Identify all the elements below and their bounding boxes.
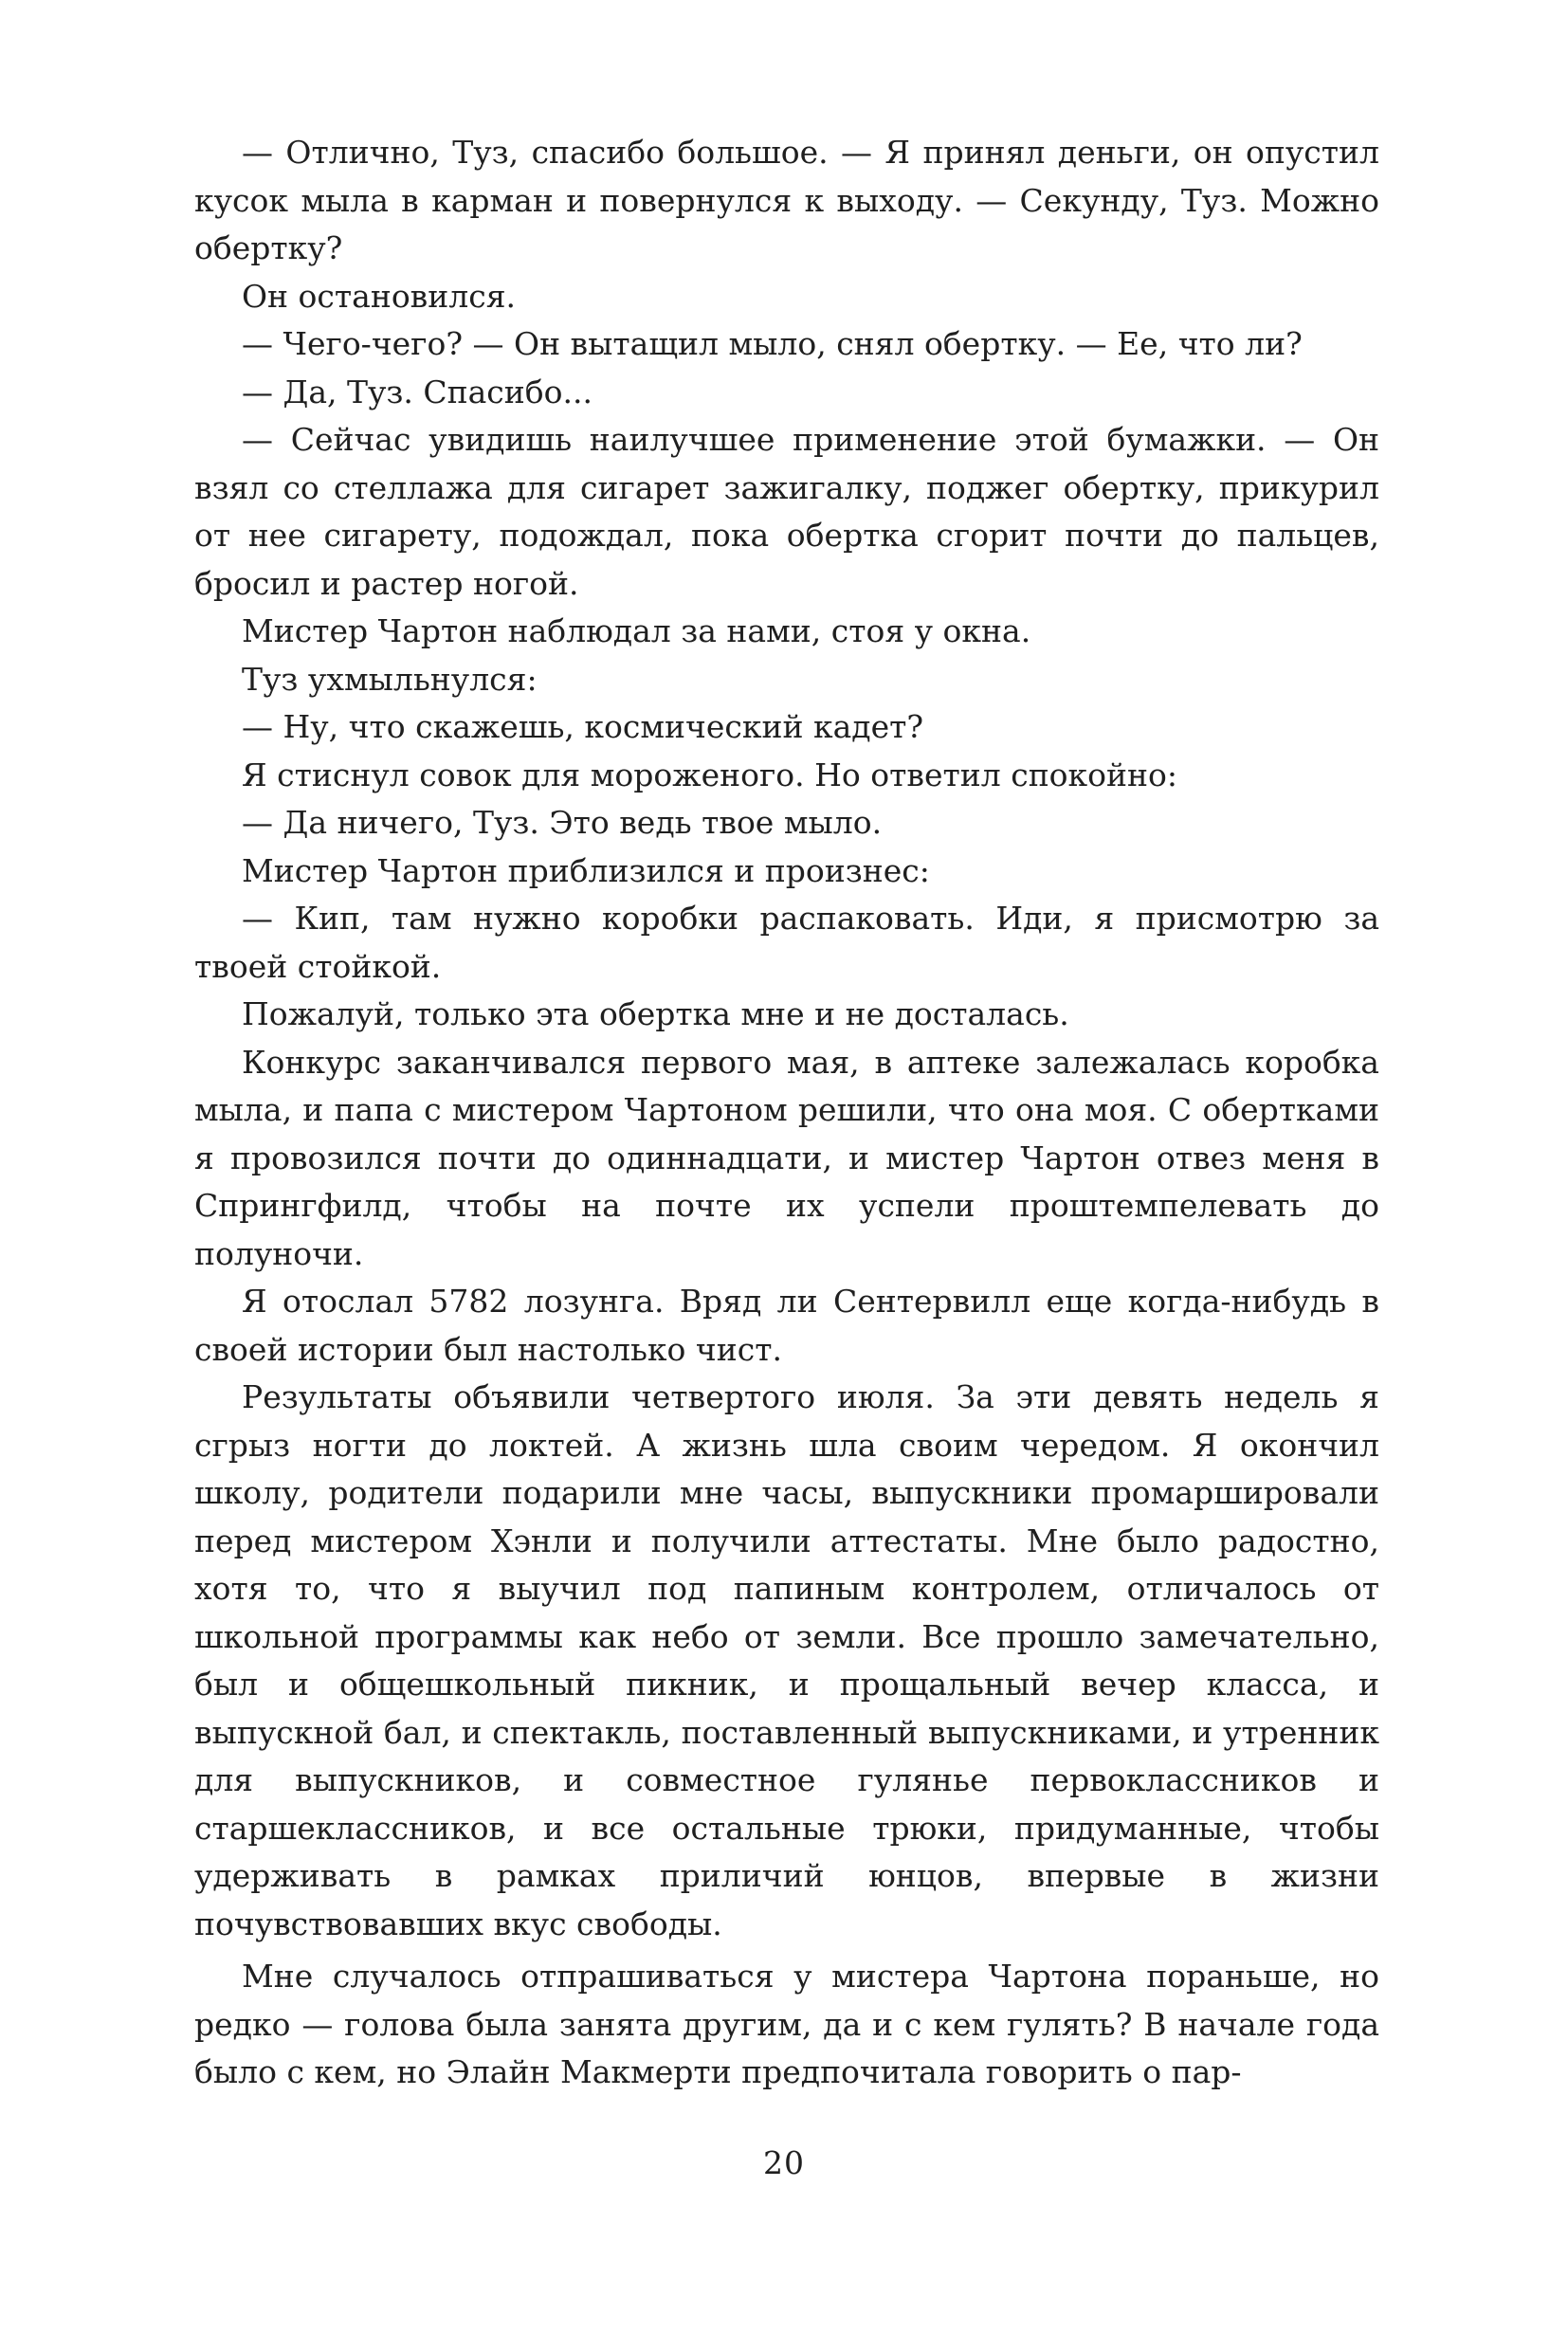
page-number: 20 <box>763 2144 805 2181</box>
paragraph: — Да, Туз. Спасибо... <box>242 373 593 410</box>
paragraph: — Ну, что скажешь, космический кадет? <box>242 708 924 745</box>
paragraph: Я стиснул совок для мороженого. Но ответил спокойно: <box>242 756 1178 793</box>
paragraph: Мне случалось отпрашиваться у мистера Чартона пораньше, но редко — голова была занята другим, да и с кем гулять? В начале года было с кем, но Элайн Макмерти предпочитала говорить о пар- <box>194 1958 1379 2090</box>
paragraph: Результаты объявили четвертого июля. За эти девять недель я сгрыз ногти до локтей. А жизнь шла своим чередом. Я окончил школу, родители подарили мне часы, выпускники промаршировали перед мистером Хэнли и получили аттестаты. Мне было радостно, хотя то, что я выучил под папиным контролем, отличалось от школьной программы как небо от земли. Все прошло замечательно, был и общешкольный пикник, и прощальный вечер класса, и выпускной бал, и спектакль, поставленный выпускниками, и утренник для выпускников, и совместное гулянье первоклассников и старшеклассников, и все остальные трюки, придуманные, чтобы удерживать в рамках приличий юнцов, впервые в жизни почувствовавших вкус свободы. <box>194 1378 1379 1942</box>
paragraph: — Да ничего, Туз. Это ведь твое мыло. <box>242 804 883 841</box>
paragraph: Я отослал 5782 лозунга. Вряд ли Сентервилл еще когда-нибудь в своей истории был настолько чист. <box>194 1283 1379 1368</box>
paragraph: Мистер Чартон приблизился и произнес: <box>242 851 930 889</box>
paragraph: Туз ухмыльнулся: <box>242 660 538 698</box>
paragraph: Конкурс заканчивался первого мая, в аптеке залежалась коробка мыла, и папа с мистером Чартоном решили, что она моя. С обертками я провозился почти до одиннадцати, и мистер Чартон отвез меня в Спрингфилд, чтобы на почте их успели проштемпелевать до полуночи. <box>194 1043 1379 1272</box>
paragraph: — Чего-чего? — Он вытащил мыло, снял обертку. — Ее, что ли? <box>242 325 1303 362</box>
paragraph: — Отлично, Туз, спасибо большое. — Я принял деньги, он опустил кусок мыла в карман и повернулся к выходу. — Секунду, Туз. Можно обертку? <box>194 134 1379 266</box>
paragraph: Пожалуй, только эта обертка мне и не досталась. <box>242 995 1069 1032</box>
paragraph: — Кип, там нужно коробки распаковать. Иди, я присмотрю за твоей стойкой. <box>194 900 1379 985</box>
paragraph: Он остановился. <box>242 277 517 315</box>
body-text <box>194 129 1379 2097</box>
paragraph: Мистер Чартон наблюдал за нами, стоя у окна. <box>242 612 1031 649</box>
paragraph: — Сейчас увидишь наилучшее применение этой бумажки. — Он взял со стеллажа для сигарет зажигалку, поджег обертку, прикурил от нее сигарету, подождал, пока обертка сгорит почти до пальцев, бросил и растер ногой. <box>194 421 1379 602</box>
